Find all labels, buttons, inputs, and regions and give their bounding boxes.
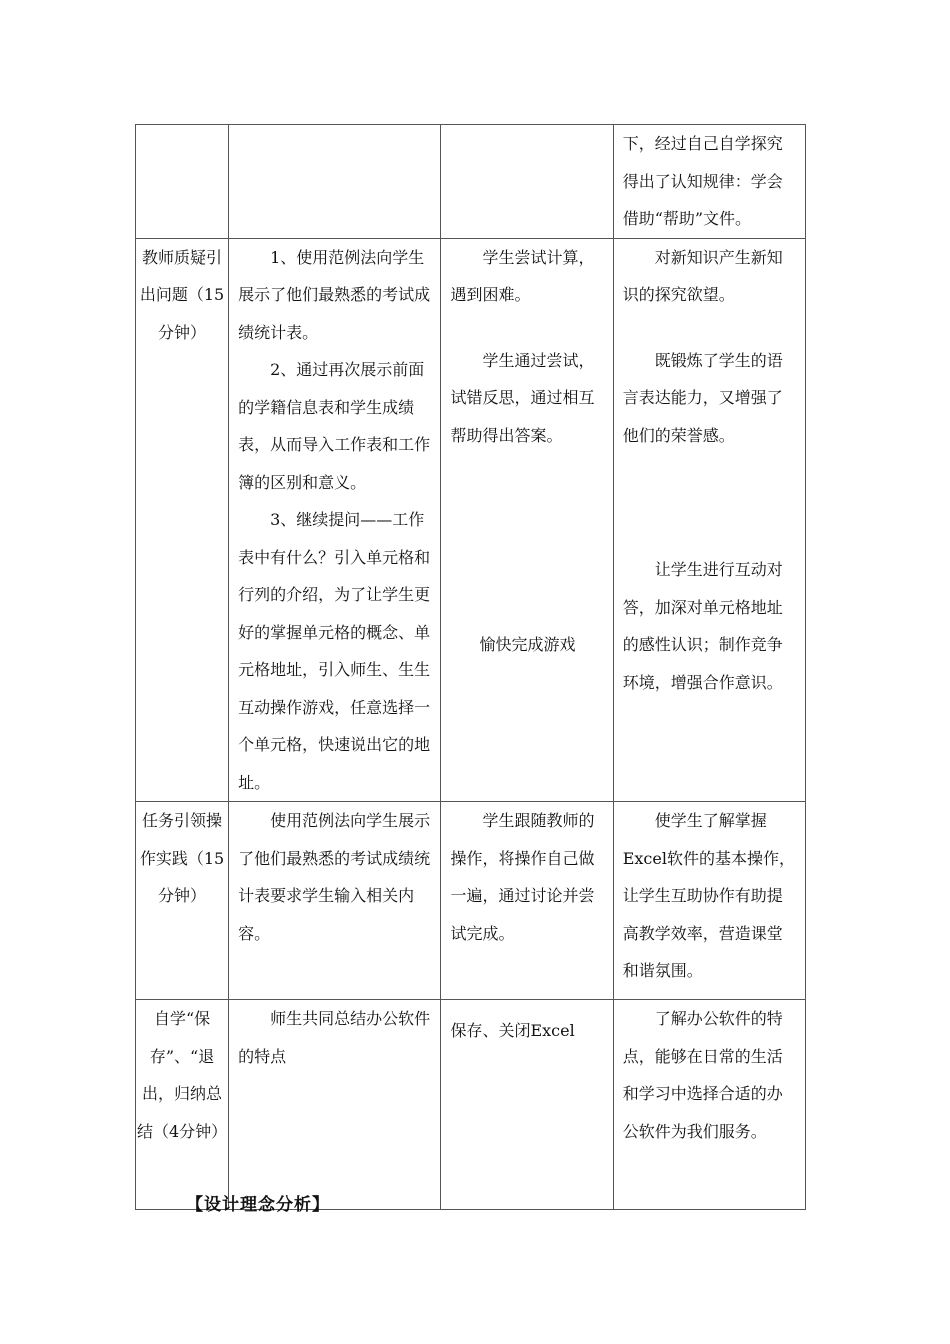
stage-cell	[136, 125, 229, 239]
section-heading: 【设计理念分析】	[186, 1195, 330, 1215]
teacher-activity-cell	[229, 238, 441, 802]
design-intent-text: 了解办公软件的特点，能够在日常的生活和学习中选择合适的办公软件为我们服务。	[622, 1009, 783, 1141]
teacher-activity-text: 师生共同总结办公软件的特点	[238, 1009, 431, 1066]
table-row	[136, 802, 806, 1000]
teacher-activity-text: 1、使用范例法向学生展示了他们最熟悉的考试成绩统计表。	[238, 247, 431, 342]
stage-cell	[136, 802, 229, 1000]
design-intent-text: 下，经过自己自学探究得出了认知规律：学会借助“帮助”文件。	[622, 134, 783, 228]
design-intent-text: 对新知识产生新知识的探究欲望。	[622, 247, 783, 304]
table-row	[136, 238, 806, 802]
design-intent-cell	[613, 125, 805, 239]
student-activity-text: 学生尝试计算，遇到困难。	[450, 247, 595, 304]
stage-cell	[136, 1000, 229, 1210]
design-intent-text: 使学生了解掌握Excel软件的基本操作，让学生互助协作有助提高教学效率，营造课堂和谐氛围。	[622, 811, 795, 980]
teacher-activity-cell	[229, 1000, 441, 1210]
student-activity-text: 学生跟随教师的操作，将操作自己做一遍，通过讨论并尝试完成。	[450, 811, 595, 943]
stage-label: 自学“保存”、“退出，归纳总结（4分钟）	[136, 1009, 228, 1141]
table-row	[136, 1000, 806, 1210]
lesson-plan-table	[135, 124, 806, 1210]
student-activity-text: 愉快完成游戏	[479, 635, 576, 654]
teacher-activity-cell	[229, 125, 441, 239]
stage-label: 任务引领操作实践（15分钟）	[139, 811, 225, 905]
table-row	[136, 125, 806, 239]
student-activity-cell	[441, 238, 613, 802]
design-intent-cell	[613, 802, 805, 1000]
student-activity-cell	[441, 125, 613, 239]
design-intent-text: 既锻炼了学生的语言表达能力，又增强了他们的荣誉感。	[622, 350, 783, 445]
stage-label: 教师质疑引出问题（15分钟）	[139, 247, 225, 342]
student-activity-text: 保存、关闭Excel	[450, 1021, 575, 1040]
student-activity-cell	[441, 802, 613, 1000]
teacher-activity-text: 3、继续提问——工作表中有什么？引入单元格和行列的介绍，为了让学生更好的掌握单元格的概念、单元格地址，引入师生、生生互动操作游戏，任意选择一个单元格，快速说出它的地址。	[238, 510, 431, 792]
design-intent-cell	[613, 238, 805, 802]
teacher-activity-text: 2、通过再次展示前面的学籍信息表和学生成绩表，从而导入工作表和工作簿的区别和意义。	[238, 360, 431, 492]
teacher-activity-text: 使用范例法向学生展示了他们最熟悉的考试成绩统计表要求学生输入相关内容。	[238, 811, 431, 943]
teacher-activity-cell	[229, 802, 441, 1000]
student-activity-cell	[441, 1000, 613, 1210]
design-intent-cell	[613, 1000, 805, 1210]
student-activity-text: 学生通过尝试，试错反思，通过相互帮助得出答案。	[450, 350, 595, 445]
stage-cell	[136, 238, 229, 802]
design-intent-text: 让学生进行互动对答，加深对单元格地址的感性认识；制作竞争环境，增强合作意识。	[622, 560, 783, 692]
